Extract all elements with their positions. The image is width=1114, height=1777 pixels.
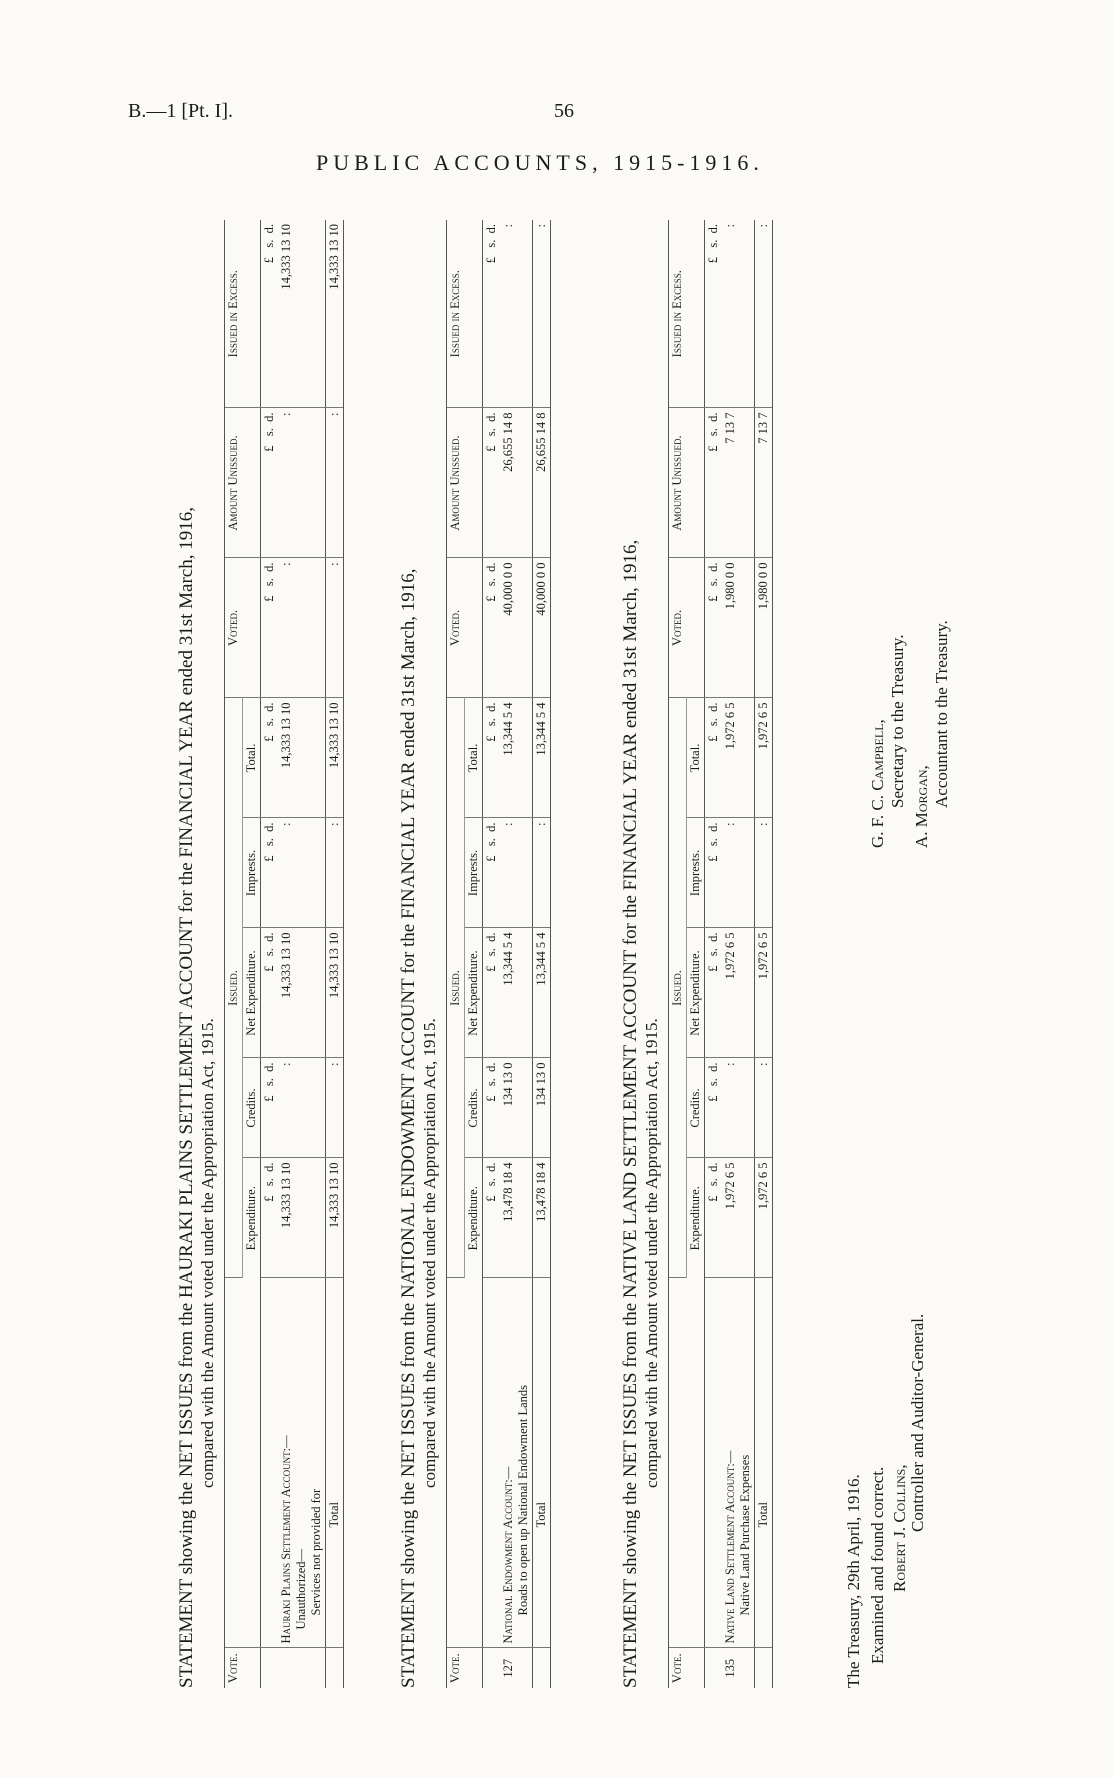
voted-total: :	[326, 558, 344, 698]
expenditure-header: Expenditure.	[688, 1186, 702, 1251]
statement-table	[668, 220, 773, 1688]
statement	[620, 200, 773, 1688]
treasury-date: The Treasury, 29th April, 1916.	[844, 1474, 863, 1688]
unissued-header: Amount Unissued.	[669, 408, 705, 558]
excess-header: Issued in Excess.	[669, 220, 705, 408]
secretary-name: G. F. C. Campbell,	[868, 719, 887, 848]
unissued-cell: 26,655 14 8	[500, 408, 533, 558]
item-description: Native Land Purchase Expenses	[738, 1454, 752, 1616]
currency-unit: £ s. d.	[261, 558, 279, 698]
page-reference: B.—1 [Pt. I].	[128, 100, 233, 122]
issued-header: Issued.	[447, 698, 465, 1278]
currency-unit: £ s. d.	[483, 558, 501, 698]
credits-total: :	[755, 1058, 773, 1158]
expenditure-total: 14,333 13 10	[326, 1158, 344, 1278]
statement	[176, 200, 344, 1688]
rotated-statements	[176, 200, 951, 1688]
statement-title: STATEMENT showing the NET ISSUES from the NATIVE LAND SETTLEMENT ACCOUNT for the FINANCIAL YEAR ended 31st March, 1916,	[620, 539, 641, 1688]
secretary-title: Secretary to the Treasury.	[888, 634, 907, 808]
imprests-header: Imprests.	[465, 818, 483, 928]
expenditure-cell: 1,972 6 5	[722, 1158, 755, 1278]
excess-cell: :	[722, 220, 755, 408]
credits-cell: :	[278, 1058, 326, 1158]
credits-total: :	[326, 1058, 344, 1158]
unissued-total: 26,655 14 8	[533, 408, 551, 558]
currency-unit: £ s. d.	[261, 818, 279, 928]
account-heading: Hauraki Plains Settlement Account:—	[279, 1435, 293, 1644]
currency-unit: £ s. d.	[261, 1158, 279, 1278]
credits-header: Credits.	[243, 1058, 261, 1158]
excess-header: Issued in Excess.	[447, 220, 483, 408]
currency-unit: £ s. d.	[705, 698, 723, 818]
voted-cell: 1,980 0 0	[722, 558, 755, 698]
total-header: Total.	[243, 698, 261, 818]
auditor-title: Controller and Auditor-General.	[908, 1313, 927, 1532]
unissued-cell: 7 13 7	[722, 408, 755, 558]
imprests-cell: :	[500, 818, 533, 928]
voted-header: Voted.	[225, 558, 261, 698]
currency-unit: £ s. d.	[483, 818, 501, 928]
voted-total: 40,000 0 0	[533, 558, 551, 698]
net-header: Net Expenditure.	[465, 928, 483, 1058]
currency-unit: £ s. d.	[483, 928, 501, 1058]
table-row	[500, 220, 533, 1688]
voted-cell: 40,000 0 0	[500, 558, 533, 698]
accountant-name: A. Morgan,	[912, 765, 931, 848]
imprests-cell: :	[722, 818, 755, 928]
net-cell: 1,972 6 5	[722, 928, 755, 1058]
currency-unit: £ s. d.	[705, 928, 723, 1058]
table-row	[722, 220, 755, 1688]
item-description: Roads to open up National Endowment Lands	[516, 1384, 530, 1616]
total-label: Total	[326, 1278, 344, 1648]
excess-total: 14,333 13 10	[326, 220, 344, 408]
currency-unit: £ s. d.	[483, 408, 501, 558]
auditor-name: Robert J. Collins,	[890, 1464, 909, 1592]
issued-header: Issued.	[225, 698, 243, 1278]
expenditure-total: 13,478 18 4	[533, 1158, 551, 1278]
total-label: Total	[533, 1278, 551, 1648]
issued-header: Issued.	[669, 698, 687, 1278]
credits-total: 134 13 0	[533, 1058, 551, 1158]
total-label: Total	[755, 1278, 773, 1648]
expenditure-header: Expenditure.	[466, 1186, 480, 1251]
excess-total: :	[755, 220, 773, 408]
voted-cell: :	[278, 558, 326, 698]
currency-unit: £ s. d.	[705, 220, 723, 408]
imprests-total: :	[326, 818, 344, 928]
total-total: 1,972 6 5	[755, 698, 773, 818]
currency-unit: £ s. d.	[483, 220, 501, 408]
total-row	[326, 220, 344, 1688]
currency-unit: £ s. d.	[261, 1058, 279, 1158]
statement-subtitle: compared with the Amount voted under the Appropriation Act, 1915.	[198, 1018, 217, 1488]
vote-header: Vote.	[225, 1648, 261, 1688]
total-cell: 1,972 6 5	[722, 698, 755, 818]
unissued-total: 7 13 7	[755, 408, 773, 558]
excess-cell: :	[500, 220, 533, 408]
statement	[398, 200, 551, 1688]
unissued-total: :	[326, 408, 344, 558]
net-total: 13,344 5 4	[533, 928, 551, 1058]
total-cell: 14,333 13 10	[278, 698, 326, 818]
net-total: 1,972 6 5	[755, 928, 773, 1058]
statement-subtitle: compared with the Amount voted under the Appropriation Act, 1915.	[420, 1018, 439, 1488]
vote-header: Vote.	[447, 1648, 483, 1688]
currency-unit: £ s. d.	[483, 1158, 501, 1278]
account-heading: Native Land Settlement Account:—	[723, 1450, 737, 1644]
account-heading: National Endowment Account:—	[501, 1466, 515, 1644]
net-header: Net Expenditure.	[687, 928, 705, 1058]
imprests-total: :	[755, 818, 773, 928]
excess-total: :	[533, 220, 551, 408]
account-subheading: Unauthorized—	[294, 1548, 308, 1630]
statement-title: STATEMENT showing the NET ISSUES from the HAURAKI PLAINS SETTLEMENT ACCOUNT for the FINANCIAL YEAR ended 31st March, 1916,	[176, 507, 197, 1688]
statement-title: STATEMENT showing the NET ISSUES from the NATIONAL ENDOWMENT ACCOUNT for the FINANCIAL YEAR ended 31st March, 1916,	[398, 568, 419, 1688]
statement-table	[224, 220, 344, 1688]
imprests-total: :	[533, 818, 551, 928]
total-header: Total.	[465, 698, 483, 818]
currency-unit: £ s. d.	[261, 408, 279, 558]
vote-number	[278, 1648, 326, 1688]
excess-header: Issued in Excess.	[225, 220, 261, 408]
credits-cell: 134 13 0	[500, 1058, 533, 1158]
credits-cell: :	[722, 1058, 755, 1158]
currency-unit: £ s. d.	[483, 698, 501, 818]
currency-unit: £ s. d.	[483, 1058, 501, 1158]
excess-cell: 14,333 13 10	[278, 220, 326, 408]
net-cell: 14,333 13 10	[278, 928, 326, 1058]
net-cell: 13,344 5 4	[500, 928, 533, 1058]
page-number: 56	[554, 100, 574, 122]
currency-unit: £ s. d.	[705, 408, 723, 558]
vote-number: 127	[501, 1658, 515, 1678]
currency-unit: £ s. d.	[705, 1058, 723, 1158]
total-row	[533, 220, 551, 1688]
expenditure-cell: 14,333 13 10	[278, 1158, 326, 1278]
total-cell: 13,344 5 4	[500, 698, 533, 818]
imprests-header: Imprests.	[687, 818, 705, 928]
unissued-header: Amount Unissued.	[225, 408, 261, 558]
expenditure-header: Expenditure.	[244, 1186, 258, 1251]
voted-header: Voted.	[669, 558, 705, 698]
unissued-cell: :	[278, 408, 326, 558]
expenditure-total: 1,972 6 5	[755, 1158, 773, 1278]
total-total: 13,344 5 4	[533, 698, 551, 818]
total-total: 14,333 13 10	[326, 698, 344, 818]
currency-unit: £ s. d.	[261, 220, 279, 408]
net-header: Net Expenditure.	[243, 928, 261, 1058]
credits-header: Credits.	[465, 1058, 483, 1158]
currency-unit: £ s. d.	[261, 698, 279, 818]
net-total: 14,333 13 10	[326, 928, 344, 1058]
table-row	[278, 220, 326, 1688]
total-header: Total.	[687, 698, 705, 818]
voted-total: 1,980 0 0	[755, 558, 773, 698]
imprests-header: Imprests.	[243, 818, 261, 928]
vote-number: 135	[723, 1658, 737, 1678]
currency-unit: £ s. d.	[261, 928, 279, 1058]
statement-subtitle: compared with the Amount voted under the Appropriation Act, 1915.	[642, 1018, 661, 1488]
expenditure-cell: 13,478 18 4	[500, 1158, 533, 1278]
voted-header: Voted.	[447, 558, 483, 698]
accountant-title: Accountant to the Treasury.	[932, 620, 951, 808]
total-row	[755, 220, 773, 1688]
examined-note: Examined and found correct.	[868, 1466, 887, 1664]
credits-header: Credits.	[687, 1058, 705, 1158]
currency-unit: £ s. d.	[705, 818, 723, 928]
currency-unit: £ s. d.	[705, 558, 723, 698]
currency-unit: £ s. d.	[705, 1158, 723, 1278]
unissued-header: Amount Unissued.	[447, 408, 483, 558]
vote-header: Vote.	[669, 1648, 705, 1688]
item-description: Services not provided for	[309, 1488, 323, 1616]
imprests-cell: :	[278, 818, 326, 928]
statement-table	[446, 220, 551, 1688]
page-title: PUBLIC ACCOUNTS, 1915-1916.	[316, 150, 764, 175]
